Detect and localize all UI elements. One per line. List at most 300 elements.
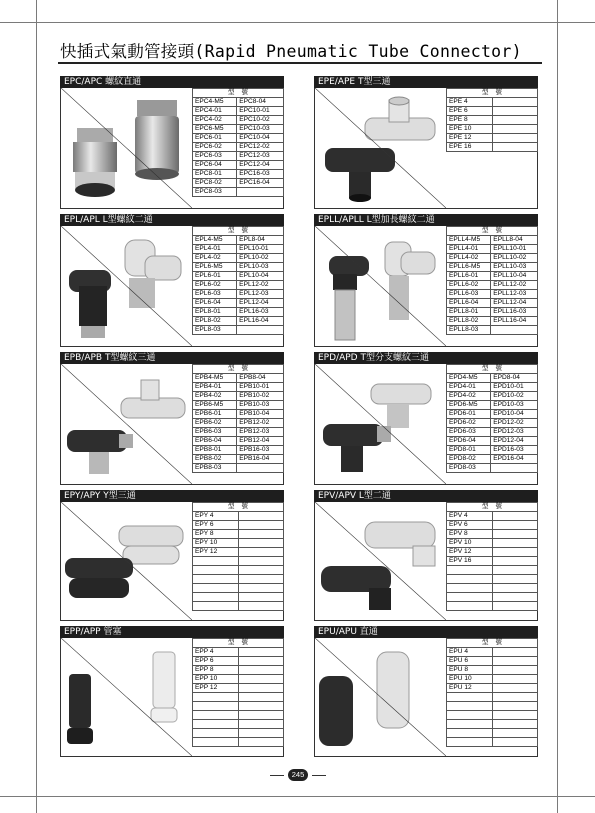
model-cell: EPL10-03 bbox=[237, 263, 284, 272]
model-cell: EPC8-02 bbox=[193, 179, 237, 188]
empty-cell bbox=[492, 539, 538, 548]
model-cell: EPU 4 bbox=[447, 648, 493, 657]
table-row bbox=[193, 720, 284, 729]
model-cell: EPLL6-01 bbox=[447, 272, 491, 281]
model-cell: EPC16-03 bbox=[237, 170, 284, 179]
model-cell: EPC10-01 bbox=[237, 107, 284, 116]
model-cell: EPD12-04 bbox=[491, 437, 538, 446]
model-cell: EPC10-02 bbox=[237, 116, 284, 125]
section-body bbox=[314, 638, 538, 757]
empty-cell bbox=[238, 720, 284, 729]
table-row bbox=[193, 446, 284, 455]
table-row bbox=[193, 290, 284, 299]
product-photo-epv bbox=[315, 502, 446, 620]
empty-cell bbox=[492, 720, 538, 729]
table-header: 型 號 bbox=[447, 639, 538, 648]
model-cell: EPE 12 bbox=[447, 134, 493, 143]
model-cell bbox=[447, 593, 493, 602]
model-cell: EPL6-01 bbox=[193, 272, 237, 281]
model-cell: EPU 12 bbox=[447, 684, 493, 693]
table-row bbox=[447, 464, 538, 473]
table-row bbox=[447, 530, 538, 539]
model-cell: EPLL4-02 bbox=[447, 254, 491, 263]
model-table bbox=[446, 638, 538, 747]
model-cell: EPL16-03 bbox=[237, 308, 284, 317]
table-row bbox=[193, 648, 284, 657]
table-row bbox=[447, 107, 538, 116]
table-row bbox=[447, 584, 538, 593]
table-row bbox=[193, 584, 284, 593]
table-row bbox=[193, 593, 284, 602]
table-row bbox=[447, 557, 538, 566]
table-row bbox=[193, 657, 284, 666]
model-cell bbox=[193, 702, 239, 711]
model-cell bbox=[193, 602, 239, 611]
table-row bbox=[447, 245, 538, 254]
model-cell: EPC6-01 bbox=[193, 134, 237, 143]
empty-cell bbox=[492, 593, 538, 602]
table-row bbox=[193, 455, 284, 464]
table-row bbox=[193, 143, 284, 152]
section-header: EPC/APC 螺紋直通 bbox=[60, 76, 284, 88]
product-photo-epll bbox=[315, 226, 446, 346]
table-row bbox=[193, 548, 284, 557]
model-table bbox=[192, 226, 284, 335]
table-row bbox=[193, 575, 284, 584]
model-table bbox=[192, 502, 284, 611]
table-row bbox=[193, 152, 284, 161]
model-cell: EPLL8-03 bbox=[447, 326, 491, 335]
table-row bbox=[193, 419, 284, 428]
model-cell: EPD10-04 bbox=[491, 410, 538, 419]
table-row bbox=[447, 125, 538, 134]
model-cell bbox=[447, 738, 493, 747]
margin-line-top bbox=[0, 22, 595, 23]
table-row bbox=[193, 437, 284, 446]
model-cell: EPC6-M5 bbox=[193, 125, 237, 134]
model-cell bbox=[447, 711, 493, 720]
table-row bbox=[447, 143, 538, 152]
model-cell: EPE 10 bbox=[447, 125, 493, 134]
section-body bbox=[314, 364, 538, 485]
table-row bbox=[447, 720, 538, 729]
model-cell: EPC4-M5 bbox=[193, 98, 237, 107]
section-body bbox=[60, 502, 284, 621]
model-cell: EPB8-02 bbox=[193, 455, 237, 464]
model-table bbox=[192, 88, 284, 197]
section-epu bbox=[314, 626, 538, 757]
table-row bbox=[447, 290, 538, 299]
margin-line-bottom bbox=[0, 796, 595, 797]
table-row bbox=[447, 383, 538, 392]
section-body bbox=[314, 88, 538, 209]
empty-cell bbox=[238, 521, 284, 530]
empty-cell bbox=[238, 684, 284, 693]
table-row bbox=[193, 254, 284, 263]
table-row bbox=[193, 245, 284, 254]
model-cell: EPB4-02 bbox=[193, 392, 237, 401]
section-epc bbox=[60, 76, 284, 209]
table-header: 型 號 bbox=[447, 89, 538, 98]
model-cell: EPD6-M5 bbox=[447, 401, 491, 410]
table-header-row bbox=[447, 639, 538, 648]
model-cell: EPL6-M5 bbox=[193, 263, 237, 272]
model-cell: EPP 4 bbox=[193, 648, 239, 657]
table-row bbox=[193, 161, 284, 170]
empty-cell bbox=[238, 729, 284, 738]
model-cell: EPC4-02 bbox=[193, 116, 237, 125]
model-cell: EPLL10-03 bbox=[491, 263, 538, 272]
table-header-row bbox=[193, 227, 284, 236]
section-epll bbox=[314, 214, 538, 347]
table-row bbox=[193, 401, 284, 410]
model-cell: EPD12-03 bbox=[491, 428, 538, 437]
empty-cell bbox=[492, 693, 538, 702]
model-cell: EPB6-03 bbox=[193, 428, 237, 437]
table-row bbox=[193, 317, 284, 326]
table-row bbox=[447, 512, 538, 521]
model-cell: EPB6-02 bbox=[193, 419, 237, 428]
model-cell: EPU 8 bbox=[447, 666, 493, 675]
model-cell: EPLL12-04 bbox=[491, 299, 538, 308]
model-table bbox=[192, 638, 284, 747]
table-row bbox=[193, 272, 284, 281]
model-cell: EPD6-03 bbox=[447, 428, 491, 437]
table-row bbox=[447, 548, 538, 557]
empty-cell bbox=[238, 675, 284, 684]
table-row bbox=[447, 428, 538, 437]
model-cell: EPV 8 bbox=[447, 530, 493, 539]
model-cell: EPLL8-04 bbox=[491, 236, 538, 245]
model-cell: EPD10-01 bbox=[491, 383, 538, 392]
empty-cell bbox=[492, 711, 538, 720]
model-cell: EPP 12 bbox=[193, 684, 239, 693]
table-row bbox=[193, 236, 284, 245]
model-cell: EPP 10 bbox=[193, 675, 239, 684]
empty-cell bbox=[238, 666, 284, 675]
empty-cell bbox=[492, 530, 538, 539]
model-cell: EPU 6 bbox=[447, 657, 493, 666]
model-cell: EPLL8-01 bbox=[447, 308, 491, 317]
product-photo-epe bbox=[315, 88, 446, 208]
table-row bbox=[447, 419, 538, 428]
empty-cell bbox=[492, 143, 538, 152]
table-header-row bbox=[447, 227, 538, 236]
page-title: 快插式氣動管接頭(Rapid Pneumatic Tube Connector) bbox=[60, 42, 522, 61]
model-cell: EPC12-03 bbox=[237, 152, 284, 161]
table-row bbox=[193, 521, 284, 530]
model-cell: EPV 6 bbox=[447, 521, 493, 530]
model-cell: EPL8-02 bbox=[193, 317, 237, 326]
table-header: 型 號 bbox=[447, 365, 538, 374]
model-cell: EPLL6-02 bbox=[447, 281, 491, 290]
table-row bbox=[447, 575, 538, 584]
table-row bbox=[193, 116, 284, 125]
model-table bbox=[446, 226, 538, 335]
model-cell: EPL12-04 bbox=[237, 299, 284, 308]
model-cell: EPB10-01 bbox=[237, 383, 284, 392]
table-row bbox=[193, 602, 284, 611]
model-cell: EPD6-04 bbox=[447, 437, 491, 446]
table-row bbox=[447, 281, 538, 290]
table-row bbox=[193, 299, 284, 308]
empty-cell bbox=[492, 675, 538, 684]
section-epe bbox=[314, 76, 538, 209]
model-cell: EPB10-04 bbox=[237, 410, 284, 419]
table-header: 型 號 bbox=[193, 89, 284, 98]
model-cell bbox=[447, 602, 493, 611]
margin-line-left bbox=[36, 0, 37, 813]
empty-cell bbox=[492, 566, 538, 575]
table-header: 型 號 bbox=[193, 639, 284, 648]
model-cell bbox=[193, 720, 239, 729]
empty-cell bbox=[238, 548, 284, 557]
empty-cell bbox=[492, 684, 538, 693]
table-row bbox=[447, 648, 538, 657]
model-cell: EPY 6 bbox=[193, 521, 239, 530]
table-row bbox=[447, 455, 538, 464]
table-row bbox=[447, 711, 538, 720]
model-cell: EPB8-04 bbox=[237, 374, 284, 383]
model-cell: EPD16-03 bbox=[491, 446, 538, 455]
model-cell: EPE 4 bbox=[447, 98, 493, 107]
table-row bbox=[193, 684, 284, 693]
table-header-row bbox=[447, 365, 538, 374]
empty-cell bbox=[238, 648, 284, 657]
model-cell: EPB6-01 bbox=[193, 410, 237, 419]
model-cell bbox=[237, 326, 284, 335]
empty-cell bbox=[238, 512, 284, 521]
table-row bbox=[447, 134, 538, 143]
model-cell: EPB10-03 bbox=[237, 401, 284, 410]
model-cell: EPD8-04 bbox=[491, 374, 538, 383]
model-cell: EPB12-04 bbox=[237, 437, 284, 446]
table-row bbox=[447, 254, 538, 263]
table-row bbox=[193, 188, 284, 197]
product-photo-epd bbox=[315, 364, 446, 484]
model-cell: EPLL6-M5 bbox=[447, 263, 491, 272]
table-row bbox=[447, 593, 538, 602]
section-epb bbox=[60, 352, 284, 485]
table-header-row bbox=[193, 503, 284, 512]
model-cell: EPLL4-M5 bbox=[447, 236, 491, 245]
model-cell: EPB10-02 bbox=[237, 392, 284, 401]
model-cell: EPU 10 bbox=[447, 675, 493, 684]
model-cell: EPC4-01 bbox=[193, 107, 237, 116]
table-row bbox=[447, 299, 538, 308]
table-row bbox=[447, 272, 538, 281]
table-row bbox=[447, 98, 538, 107]
product-photo-epu bbox=[315, 638, 446, 756]
empty-cell bbox=[238, 575, 284, 584]
page-number-rule-right bbox=[312, 775, 326, 776]
model-cell: EPC16-04 bbox=[237, 179, 284, 188]
model-cell: EPL12-02 bbox=[237, 281, 284, 290]
table-row bbox=[447, 738, 538, 747]
table-row bbox=[447, 675, 538, 684]
model-cell: EPD8-03 bbox=[447, 464, 491, 473]
model-cell: EPL10-04 bbox=[237, 272, 284, 281]
table-row bbox=[193, 729, 284, 738]
table-row bbox=[193, 263, 284, 272]
section-body bbox=[60, 226, 284, 347]
model-cell: EPY 4 bbox=[193, 512, 239, 521]
table-row bbox=[447, 729, 538, 738]
empty-cell bbox=[238, 693, 284, 702]
empty-cell bbox=[492, 702, 538, 711]
table-row bbox=[193, 383, 284, 392]
model-cell bbox=[193, 584, 239, 593]
model-cell bbox=[447, 575, 493, 584]
model-cell: EPC6-03 bbox=[193, 152, 237, 161]
model-cell: EPD10-03 bbox=[491, 401, 538, 410]
empty-cell bbox=[492, 116, 538, 125]
table-row bbox=[447, 539, 538, 548]
model-cell: EPL4-02 bbox=[193, 254, 237, 263]
model-cell: EPC12-04 bbox=[237, 161, 284, 170]
section-header: EPE/APE T型三通 bbox=[314, 76, 538, 88]
model-cell: EPLL8-02 bbox=[447, 317, 491, 326]
section-header: EPLL/APLL L型加長螺紋二通 bbox=[314, 214, 538, 226]
empty-cell bbox=[238, 593, 284, 602]
table-row bbox=[193, 666, 284, 675]
model-cell: EPD6-01 bbox=[447, 410, 491, 419]
product-photo-epb bbox=[61, 364, 192, 484]
model-cell: EPD4-01 bbox=[447, 383, 491, 392]
table-row bbox=[193, 428, 284, 437]
table-row bbox=[447, 693, 538, 702]
model-cell bbox=[447, 584, 493, 593]
model-cell: EPC8-03 bbox=[193, 188, 237, 197]
table-row bbox=[447, 326, 538, 335]
table-row bbox=[193, 539, 284, 548]
model-cell: EPE 16 bbox=[447, 143, 493, 152]
model-cell: EPV 16 bbox=[447, 557, 493, 566]
table-row bbox=[193, 410, 284, 419]
model-cell bbox=[193, 711, 239, 720]
section-header: EPD/APD T型分支螺紋三通 bbox=[314, 352, 538, 364]
page-number-badge: 245 bbox=[288, 769, 308, 781]
table-row bbox=[193, 281, 284, 290]
table-header-row bbox=[193, 89, 284, 98]
table-row bbox=[193, 179, 284, 188]
table-row bbox=[447, 521, 538, 530]
empty-cell bbox=[238, 557, 284, 566]
model-cell: EPC8-01 bbox=[193, 170, 237, 179]
empty-cell bbox=[238, 711, 284, 720]
model-cell: EPD8-01 bbox=[447, 446, 491, 455]
section-header: EPV/APV L型二通 bbox=[314, 490, 538, 502]
table-row bbox=[193, 512, 284, 521]
table-row bbox=[447, 374, 538, 383]
model-cell: EPB16-04 bbox=[237, 455, 284, 464]
model-cell: EPLL12-02 bbox=[491, 281, 538, 290]
model-cell: EPLL16-04 bbox=[491, 317, 538, 326]
table-row bbox=[447, 657, 538, 666]
model-cell: EPLL6-03 bbox=[447, 290, 491, 299]
model-cell: EPP 8 bbox=[193, 666, 239, 675]
table-row bbox=[193, 711, 284, 720]
table-row bbox=[447, 684, 538, 693]
model-cell: EPD12-02 bbox=[491, 419, 538, 428]
model-cell: EPLL4-01 bbox=[447, 245, 491, 254]
model-cell bbox=[193, 575, 239, 584]
model-cell: EPC10-03 bbox=[237, 125, 284, 134]
model-cell: EPB6-04 bbox=[193, 437, 237, 446]
empty-cell bbox=[492, 98, 538, 107]
table-row bbox=[447, 602, 538, 611]
empty-cell bbox=[238, 738, 284, 747]
table-header-row bbox=[193, 365, 284, 374]
table-row bbox=[193, 566, 284, 575]
model-cell: EPL10-01 bbox=[237, 245, 284, 254]
table-row bbox=[193, 557, 284, 566]
model-cell: EPC10-04 bbox=[237, 134, 284, 143]
section-epd bbox=[314, 352, 538, 485]
model-cell bbox=[447, 566, 493, 575]
empty-cell bbox=[238, 539, 284, 548]
model-cell bbox=[491, 464, 538, 473]
table-row bbox=[447, 666, 538, 675]
model-cell: EPLL10-04 bbox=[491, 272, 538, 281]
table-row bbox=[447, 410, 538, 419]
model-cell: EPC6-02 bbox=[193, 143, 237, 152]
section-header: EPU/APU 直通 bbox=[314, 626, 538, 638]
table-row bbox=[447, 308, 538, 317]
model-cell bbox=[193, 693, 239, 702]
model-table bbox=[446, 502, 538, 611]
model-cell bbox=[193, 593, 239, 602]
table-row bbox=[193, 693, 284, 702]
empty-cell bbox=[492, 666, 538, 675]
empty-cell bbox=[238, 657, 284, 666]
empty-cell bbox=[492, 107, 538, 116]
table-header: 型 號 bbox=[447, 503, 538, 512]
model-cell: EPL4-M5 bbox=[193, 236, 237, 245]
table-row bbox=[447, 446, 538, 455]
model-cell bbox=[193, 566, 239, 575]
table-header-row bbox=[193, 639, 284, 648]
model-cell: EPB4-M5 bbox=[193, 374, 237, 383]
model-cell: EPV 10 bbox=[447, 539, 493, 548]
table-row bbox=[193, 392, 284, 401]
section-header: EPP/APP 管塞 bbox=[60, 626, 284, 638]
table-row bbox=[193, 464, 284, 473]
empty-cell bbox=[238, 702, 284, 711]
model-cell: EPC6-04 bbox=[193, 161, 237, 170]
model-cell: EPLL10-01 bbox=[491, 245, 538, 254]
empty-cell bbox=[492, 648, 538, 657]
table-row bbox=[193, 107, 284, 116]
empty-cell bbox=[238, 584, 284, 593]
model-cell: EPD8-02 bbox=[447, 455, 491, 464]
table-row bbox=[447, 392, 538, 401]
section-body bbox=[314, 502, 538, 621]
model-cell: EPL12-03 bbox=[237, 290, 284, 299]
model-table bbox=[446, 364, 538, 473]
section-header: EPL/APL L型螺紋二通 bbox=[60, 214, 284, 226]
model-cell: EPV 4 bbox=[447, 512, 493, 521]
section-epp bbox=[60, 626, 284, 757]
product-photo-epc bbox=[61, 88, 192, 208]
model-cell bbox=[447, 729, 493, 738]
table-row bbox=[447, 317, 538, 326]
table-row bbox=[447, 236, 538, 245]
section-body bbox=[60, 88, 284, 209]
section-body bbox=[314, 226, 538, 347]
model-cell: EPLL6-04 bbox=[447, 299, 491, 308]
section-header: EPY/APY Y型三通 bbox=[60, 490, 284, 502]
